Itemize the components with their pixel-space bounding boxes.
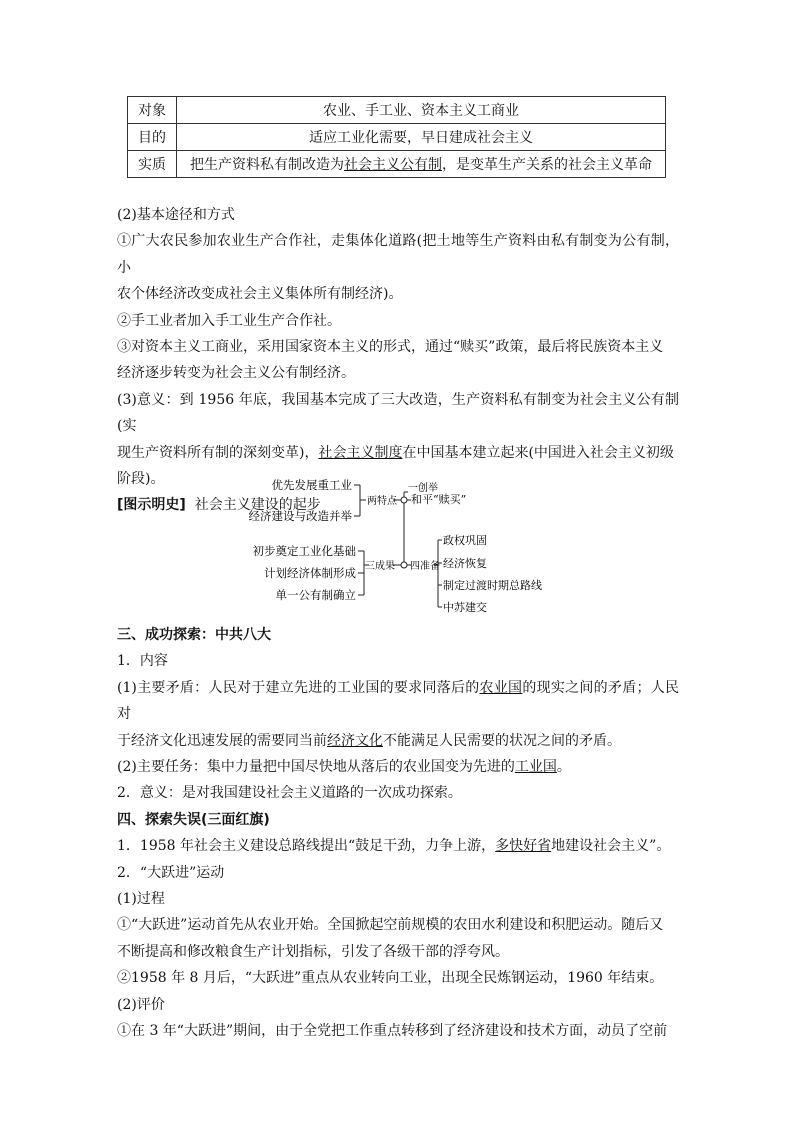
paragraph bbox=[117, 754, 679, 780]
paragraph bbox=[117, 675, 679, 728]
paragraph: ①广大农民参加农业生产合作社，走集体化道路(把土地等生产资料由私有制变为公有制，小 bbox=[117, 233, 679, 276]
table-row bbox=[128, 97, 666, 124]
table-value bbox=[177, 151, 666, 178]
diagram-node: 制定过渡时期总路线 bbox=[443, 579, 542, 592]
paragraph bbox=[117, 440, 679, 466]
paragraph-heading: (2)基本途径和方式 bbox=[117, 207, 235, 223]
paragraph: ③对资本主义工商业，采用国家资本主义的形式，通过“赎买”政策，最后将民族资本主义 bbox=[117, 339, 664, 356]
underlined-term: 社会主义公有制 bbox=[344, 157, 442, 173]
concept-diagram bbox=[248, 470, 548, 616]
diagram-node: 政权巩固 bbox=[443, 534, 487, 547]
text-segment: 把生产资料私有制改造为 bbox=[190, 157, 344, 173]
underlined-term: 工业国 bbox=[514, 759, 557, 776]
diagram-node: 单一公有制确立 bbox=[275, 588, 356, 602]
diagram-title: 社会主义建设的起步 bbox=[194, 497, 321, 514]
paragraph: 农个体经济改变成社会主义集体所有制经济)。 bbox=[117, 286, 403, 303]
paragraph bbox=[117, 833, 679, 859]
section-heading: 三、成功探索：中共八大 bbox=[117, 627, 271, 643]
diagram-node: 初步奠定工业化基础 bbox=[252, 544, 356, 558]
table-key: 对象 bbox=[128, 97, 177, 124]
paragraph: ②1958 年 8 月后，“大跃进”重点从农业转向工业，出现全民炼钢运动，1960 年结束。 bbox=[117, 970, 664, 987]
paragraph: ①“大跃进”运动首先从农业开始。全国掀起空前规模的农田水利建设和积肥运动。随后又 bbox=[117, 917, 664, 934]
text-segment: ，是变革生产关系的社会主义革命 bbox=[442, 157, 652, 173]
diagram-node: 一创举 bbox=[408, 483, 438, 494]
paragraph: (2)评价 bbox=[117, 996, 165, 1013]
text-segment: 在中国基本建立起来(中国进入社会主义初级 bbox=[402, 444, 674, 461]
section-heading: 四、探索失误(三面红旗) bbox=[117, 811, 270, 828]
diagram-node: 经济建设与改造并举 bbox=[248, 509, 352, 523]
paragraph: 不断提高和修改粮食生产计划指标，引发了各级干部的浮夸风。 bbox=[117, 943, 509, 960]
paragraph: ②手工业者加入手工业生产合作社。 bbox=[117, 312, 341, 329]
diagram-node: 经济恢复 bbox=[443, 557, 487, 570]
paragraph bbox=[117, 728, 679, 754]
table-row bbox=[128, 124, 666, 151]
table-value: 农业、手工业、资本主义工商业 bbox=[177, 97, 666, 124]
section-eighth-congress bbox=[117, 622, 679, 1045]
paragraph: ①在 3 年“大跃进”期间，由于全党把工作重点转移到了经济建设和技术方面，动员了空前 bbox=[117, 1023, 668, 1040]
diagram-node: 两特点 bbox=[367, 496, 397, 507]
text-segment: 的现实之间的矛盾；人民对 bbox=[117, 679, 680, 723]
paragraph: 1．内容 bbox=[117, 653, 168, 670]
text-segment: 地建设社会主义”。 bbox=[551, 838, 671, 855]
paragraph: (1)过程 bbox=[117, 891, 165, 908]
reform-summary-table bbox=[127, 96, 666, 178]
table-row bbox=[128, 151, 666, 178]
underlined-term: 农业国 bbox=[479, 679, 523, 696]
text-segment: 。 bbox=[556, 759, 571, 776]
paragraph: 2．“大跃进”运动 bbox=[117, 864, 225, 881]
paragraph: (3)意义：到 1956 年底，我国基本完成了三大改造，生产资料私有制变为社会主义公有制(实 bbox=[117, 391, 679, 435]
diagram-node: 和平“赎买” bbox=[411, 493, 467, 506]
text-segment: (1)主要矛盾：人民对于建立先进的工业国的要求同落后的 bbox=[117, 679, 480, 696]
diagram-node: 三成果 bbox=[365, 561, 395, 572]
paragraph: 阶段)。 bbox=[117, 471, 165, 488]
text-segment: (2)主要任务：集中力量把中国尽快地从落后的农业国变为先进的 bbox=[117, 759, 515, 776]
text-segment: 于经济文化迅速发展的需要同当前 bbox=[117, 732, 327, 749]
diagram-node: 四准备 bbox=[410, 561, 440, 572]
table-key: 实质 bbox=[128, 151, 177, 178]
diagram-node: 计划经济体制形成 bbox=[264, 566, 356, 580]
paragraph: 2．意义：是对我国建设社会主义道路的一次成功探索。 bbox=[117, 785, 462, 802]
table-value: 适应工业化需要，早日建成社会主义 bbox=[177, 124, 666, 151]
underlined-term: 经济文化 bbox=[327, 732, 383, 749]
diagram-node: 中苏建交 bbox=[443, 601, 487, 614]
text-segment: 不能满足人民需要的状况之间的矛盾。 bbox=[383, 732, 621, 749]
table-key: 目的 bbox=[128, 124, 177, 151]
text-segment: 现生产资料所有制的深刻变革)， bbox=[117, 444, 319, 461]
diagram-label: [图示明史] bbox=[117, 497, 186, 514]
text-segment: 1．1958 年社会主义建设总路线提出“鼓足干劲，力争上游， bbox=[117, 838, 496, 855]
underlined-term: 社会主义制度 bbox=[318, 444, 403, 461]
diagram-node: 优先发展重工业 bbox=[271, 478, 352, 492]
paragraph: 经济逐步转变为社会主义公有制经济。 bbox=[117, 365, 355, 382]
underlined-term: 多快好省 bbox=[495, 838, 552, 855]
